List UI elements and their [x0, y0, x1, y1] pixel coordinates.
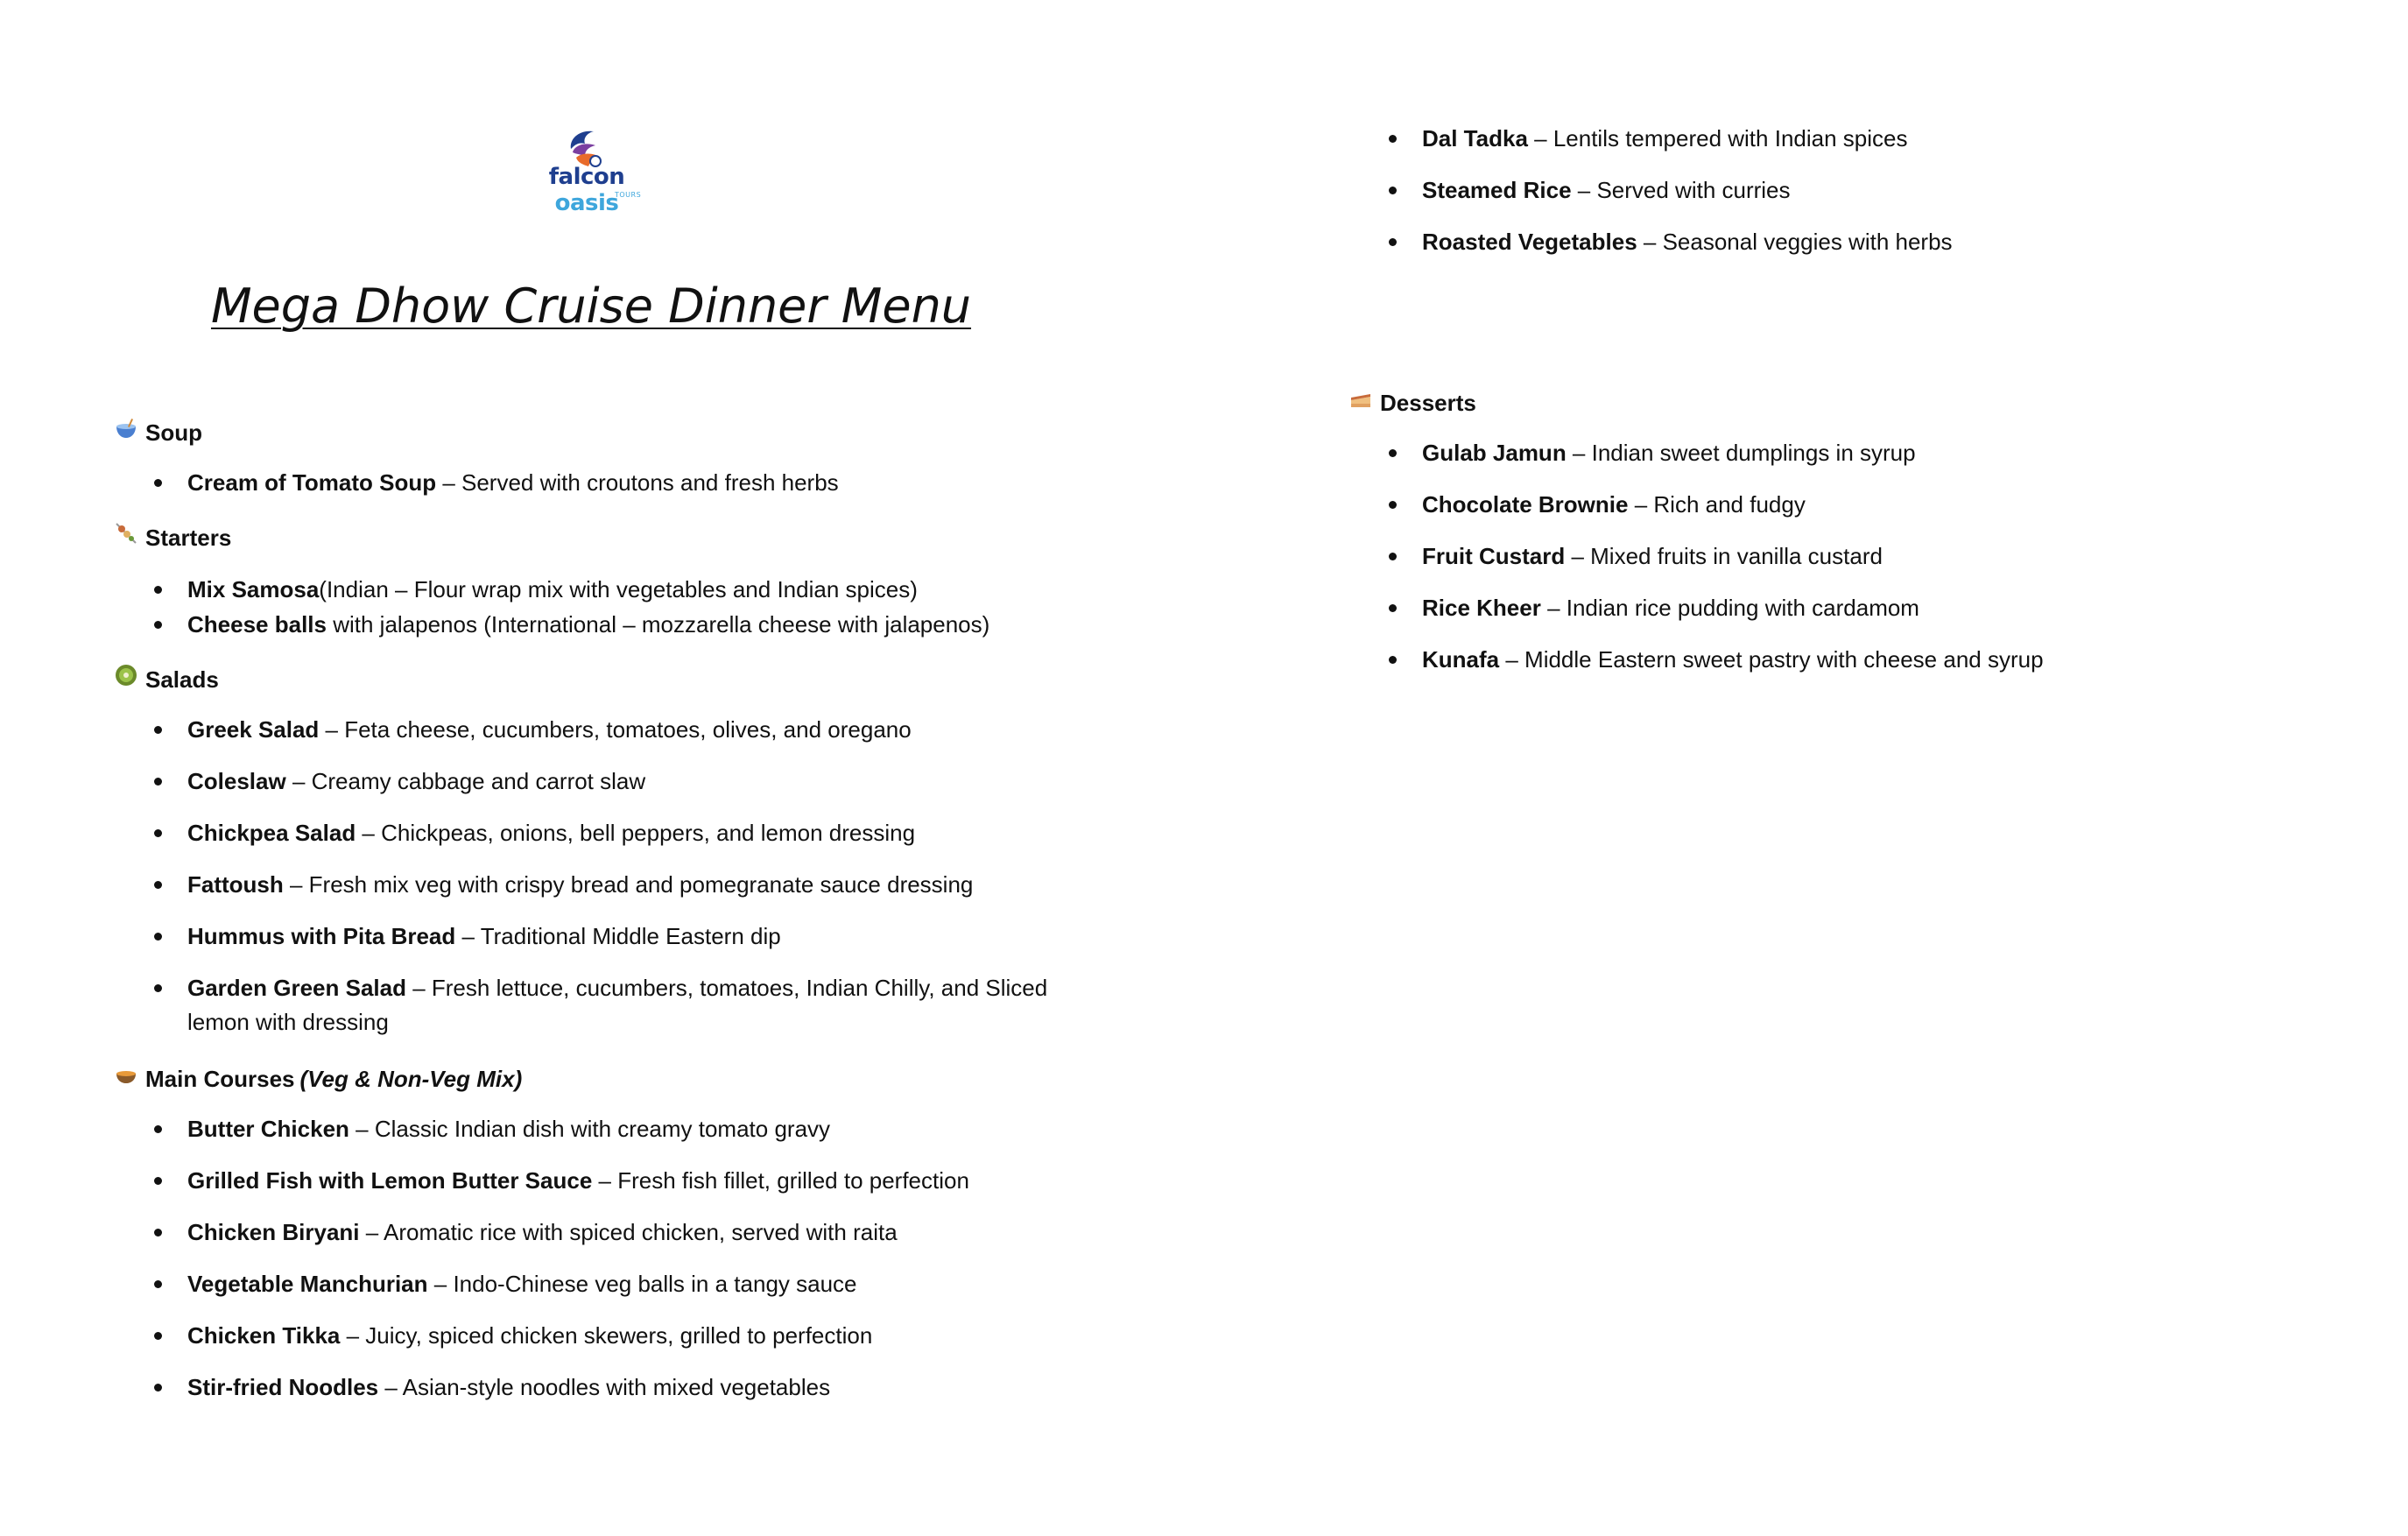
list-item [114, 868, 1060, 902]
dish-description: – Asian-style noodles with mixed vegetables [378, 1374, 831, 1400]
dish-name: Chocolate Brownie [1422, 491, 1629, 518]
dish-name: Steamed Rice [1422, 177, 1572, 203]
list-item [114, 1164, 1235, 1198]
list-item [1348, 225, 2355, 259]
dish-name: Mix Samosa [187, 576, 320, 602]
desserts-list [1348, 436, 2355, 677]
dish-description: – Chickpeas, onions, bell peppers, and lemon dressing [356, 820, 916, 846]
list-item [1348, 539, 2355, 574]
dish-name: Chickpea Salad [187, 820, 356, 846]
kiwi-icon [114, 663, 138, 687]
dish-description: – Rich and fudgy [1628, 491, 1806, 518]
list-item [1348, 643, 2355, 677]
section-salads [114, 662, 1060, 1057]
dish-description: (Indian – Flour wrap mix with vegetables and Indian spices) [319, 576, 918, 602]
skewer-icon [114, 521, 138, 546]
section-heading-starters [114, 520, 1235, 555]
dish-description: – Traditional Middle Eastern dip [455, 923, 781, 949]
dish-name: Cream of Tomato Soup [187, 469, 437, 496]
dish-description: – Aromatic rice with spiced chicken, served with raita [359, 1219, 898, 1245]
dish-name: Grilled Fish with Lemon Butter Sauce [187, 1167, 593, 1194]
dish-description: – Classic Indian dish with creamy tomato gravy [349, 1116, 831, 1142]
dish-description: – Feta cheese, cucumbers, tomatoes, olives, and oregano [319, 716, 912, 743]
list-item [114, 764, 1060, 799]
cake-slice-icon [1348, 386, 1373, 411]
soup-bowl-icon [114, 416, 138, 440]
dish-description: – Middle Eastern sweet pastry with cheese and syrup [1499, 646, 2044, 673]
salads-list [114, 713, 1060, 1039]
list-item [1348, 591, 2355, 625]
dish-description: – Seasonal veggies with herbs [1637, 229, 1953, 255]
section-heading-salads [114, 662, 1060, 697]
list-item [114, 1370, 1235, 1405]
dish-name: Fattoush [187, 871, 284, 898]
dish-name: Dal Tadka [1422, 125, 1528, 151]
dish-name: Cheese balls [187, 611, 327, 638]
dish-name: Greek Salad [187, 716, 320, 743]
dish-name: Vegetable Manchurian [187, 1271, 428, 1297]
dish-name: Stir-fried Noodles [187, 1374, 379, 1400]
list-item [114, 919, 1060, 954]
section-heading-text: Desserts [1380, 389, 1476, 416]
dish-name: Roasted Vegetables [1422, 229, 1637, 255]
section-heading-desserts [1348, 385, 2355, 420]
list-item [114, 466, 1235, 500]
list-item [114, 816, 1060, 850]
section-heading-text: Starters [145, 524, 232, 551]
section-desserts [1348, 385, 2355, 694]
curry-bowl-icon [114, 1062, 138, 1087]
list-item [1348, 173, 2355, 208]
brand-logo [517, 123, 657, 216]
list-item [1348, 122, 2355, 156]
dish-description: – Served with curries [1571, 177, 1791, 203]
list-item [114, 1267, 1235, 1301]
main-courses-list-continued [1348, 122, 2355, 259]
soup-list [114, 466, 1235, 500]
dish-description: – Indian rice pudding with cardamom [1540, 595, 1919, 621]
menu-title: Mega Dhow Cruise Dinner Menu [210, 278, 972, 334]
list-item [114, 1319, 1235, 1353]
dish-description: – Served with croutons and fresh herbs [436, 469, 839, 496]
dish-description: – Fresh mix veg with crispy bread and pomegranate sauce dressing [283, 871, 974, 898]
list-item [114, 573, 1235, 607]
section-heading-text: Salads [145, 666, 219, 693]
list-item [114, 971, 1060, 1039]
list-item [114, 1112, 1235, 1146]
dish-name: Butter Chicken [187, 1116, 349, 1142]
dish-name: Coleslaw [187, 768, 286, 794]
section-soup [114, 415, 1235, 518]
dish-description: – Fresh lettuce, cucumbers, tomatoes, Indian Chilly, and Sliced lemon with dressing [187, 975, 1048, 1035]
logo-wordmark: falcon oasis [548, 164, 625, 216]
list-item [1348, 436, 2355, 470]
section-main-courses-continued [1348, 122, 2355, 277]
dish-name: Chicken Biryani [187, 1219, 360, 1245]
section-heading-main [114, 1061, 1235, 1096]
section-heading-text: Soup [145, 419, 202, 446]
section-main-courses [114, 1061, 1235, 1422]
dish-description: – Mixed fruits in vanilla custard [1565, 543, 1883, 569]
logo-subtext: TOURS [615, 191, 642, 199]
list-item [114, 1215, 1235, 1250]
main-courses-list [114, 1112, 1235, 1405]
dish-description: – Juicy, spiced chicken skewers, grilled to perfection [340, 1322, 873, 1349]
dish-name: Chicken Tikka [187, 1322, 341, 1349]
list-item [114, 713, 1060, 747]
dish-name: Garden Green Salad [187, 975, 406, 1001]
section-heading-note: (Veg & Non-Veg Mix) [299, 1065, 523, 1092]
dish-name: Rice Kheer [1422, 595, 1541, 621]
dish-description: – Indian sweet dumplings in syrup [1566, 440, 1916, 466]
dish-description: – Fresh fish fillet, grilled to perfection [592, 1167, 969, 1194]
starters-list [114, 573, 1235, 642]
dish-description: – Lentils tempered with Indian spices [1527, 125, 1908, 151]
dish-name: Gulab Jamun [1422, 440, 1567, 466]
dish-name: Fruit Custard [1422, 543, 1566, 569]
dish-description: with jalapenos (International – mozzarella cheese with jalapenos) [326, 611, 990, 638]
list-item [1348, 488, 2355, 522]
dish-name: Kunafa [1422, 646, 1500, 673]
dish-description: – Indo-Chinese veg balls in a tangy sauce [427, 1271, 857, 1297]
section-heading-soup [114, 415, 1235, 450]
dish-description: – Creamy cabbage and carrot slaw [285, 768, 646, 794]
section-starters [114, 520, 1235, 643]
dish-name: Hummus with Pita Bread [187, 923, 456, 949]
list-item [114, 608, 1235, 642]
section-heading-text: Main Courses [145, 1065, 295, 1092]
